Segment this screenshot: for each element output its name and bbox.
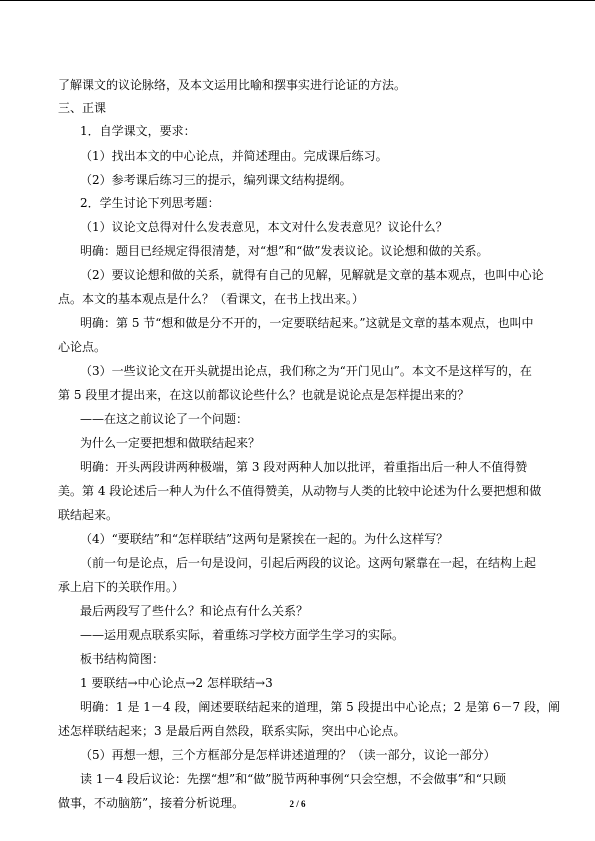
text-line: 2．学生讨论下列思考题： <box>80 196 220 210</box>
text-line: （1）议论文总得对什么发表意见，本文对什么发表意见？议论什么？ <box>80 220 448 234</box>
text-line: 联结起来。 <box>58 508 119 522</box>
text-line: （5）再想一想，三个方框部分是怎样讲述道理的？（读一部分，议论一部分） <box>80 748 496 762</box>
text-line: 为什么一定要把想和做联结起来？ <box>80 436 261 450</box>
text-line: （2）参考课后练习三的提示，编列课文结构提纲。 <box>80 173 352 187</box>
text-line: （前一句是论点，后一句是设问，引起后两段的议论。这两句紧靠在一起，在结构上起 <box>80 556 537 570</box>
text-line: 板书结构简图： <box>80 652 165 666</box>
text-line: （1）找出本文的中心论点，并简述理由。完成课后练习。 <box>80 149 388 163</box>
text-line: 述怎样联结起来；3 是最后两自然段，联系实际，突出中心论点。 <box>58 724 406 738</box>
section-heading: 三、正课 <box>58 101 107 115</box>
text-line: （2）要议论想和做的关系，就得有自己的见解，见解就是文章的基本观点，也叫中心论 <box>80 268 544 282</box>
text-line: 美。第 4 段论述后一种人为什么不值得赞美，从动物与人类的比较中论述为什么要把想和做 <box>58 484 542 498</box>
text-line: 明确：1 是 1－4 段，阐述要联结起来的道理，第 5 段提出中心论点；2 是第 6－7 段，阐 <box>80 700 560 714</box>
text-line: （4）“要联结”和“怎样联结”这两句是紧挨在一起的。为什么这样写？ <box>80 532 449 546</box>
text-line: 明确：题目已经规定得很清楚，对“想”和“做”发表议论。议论想和做的关系。 <box>80 244 489 258</box>
page-number: 2 / 6 <box>289 799 306 809</box>
text-line: 1 要联结→中心论点→2 怎样联结→3 <box>80 676 273 690</box>
text-line: 心论点。 <box>58 340 107 354</box>
text-line: ——运用观点联系实际，着重练习学校方面学生学习的实际。 <box>80 628 405 642</box>
text-line: ——在这之前议论了一个问题： <box>80 412 249 426</box>
text-line: 读 1－4 段后议论：先摆“想”和“做”脱节两种事例“只会空想，不会做事”和“只顾 <box>80 772 506 786</box>
text-line: 1．自学课文，要求： <box>80 124 196 138</box>
text-line: 最后两段写了些什么？和论点有什么关系？ <box>80 604 309 618</box>
text-line: 了解课文的议论脉络，及本文运用比喻和摆事实进行论证的方法。 <box>58 78 407 92</box>
text-line: （3）一些议论文在开头就提出论点，我们称之为“开门见山”。本文不是这样写的，在 <box>80 364 532 378</box>
top-border <box>0 0 595 1</box>
text-line: 第 5 段里才提出来，在这以前都议论些什么？也就是说论点是怎样提出来的？ <box>58 388 470 402</box>
text-line: 点。本文的基本观点是什么？（看课文，在书上找出来。） <box>58 292 365 306</box>
text-line: 做事，不动脑筋”，接着分析说理。 <box>58 796 245 810</box>
text-line: 承上启下的关联作用。） <box>58 580 185 594</box>
text-line: 明确：第 5 节“想和做是分不开的，一定要联结起来。”这就是文章的基本观点，也叫中 <box>80 316 534 330</box>
text-line: 明确：开头两段讲两种极端，第 3 段对两种人加以批评，着重指出后一种人不值得赞 <box>80 460 528 474</box>
